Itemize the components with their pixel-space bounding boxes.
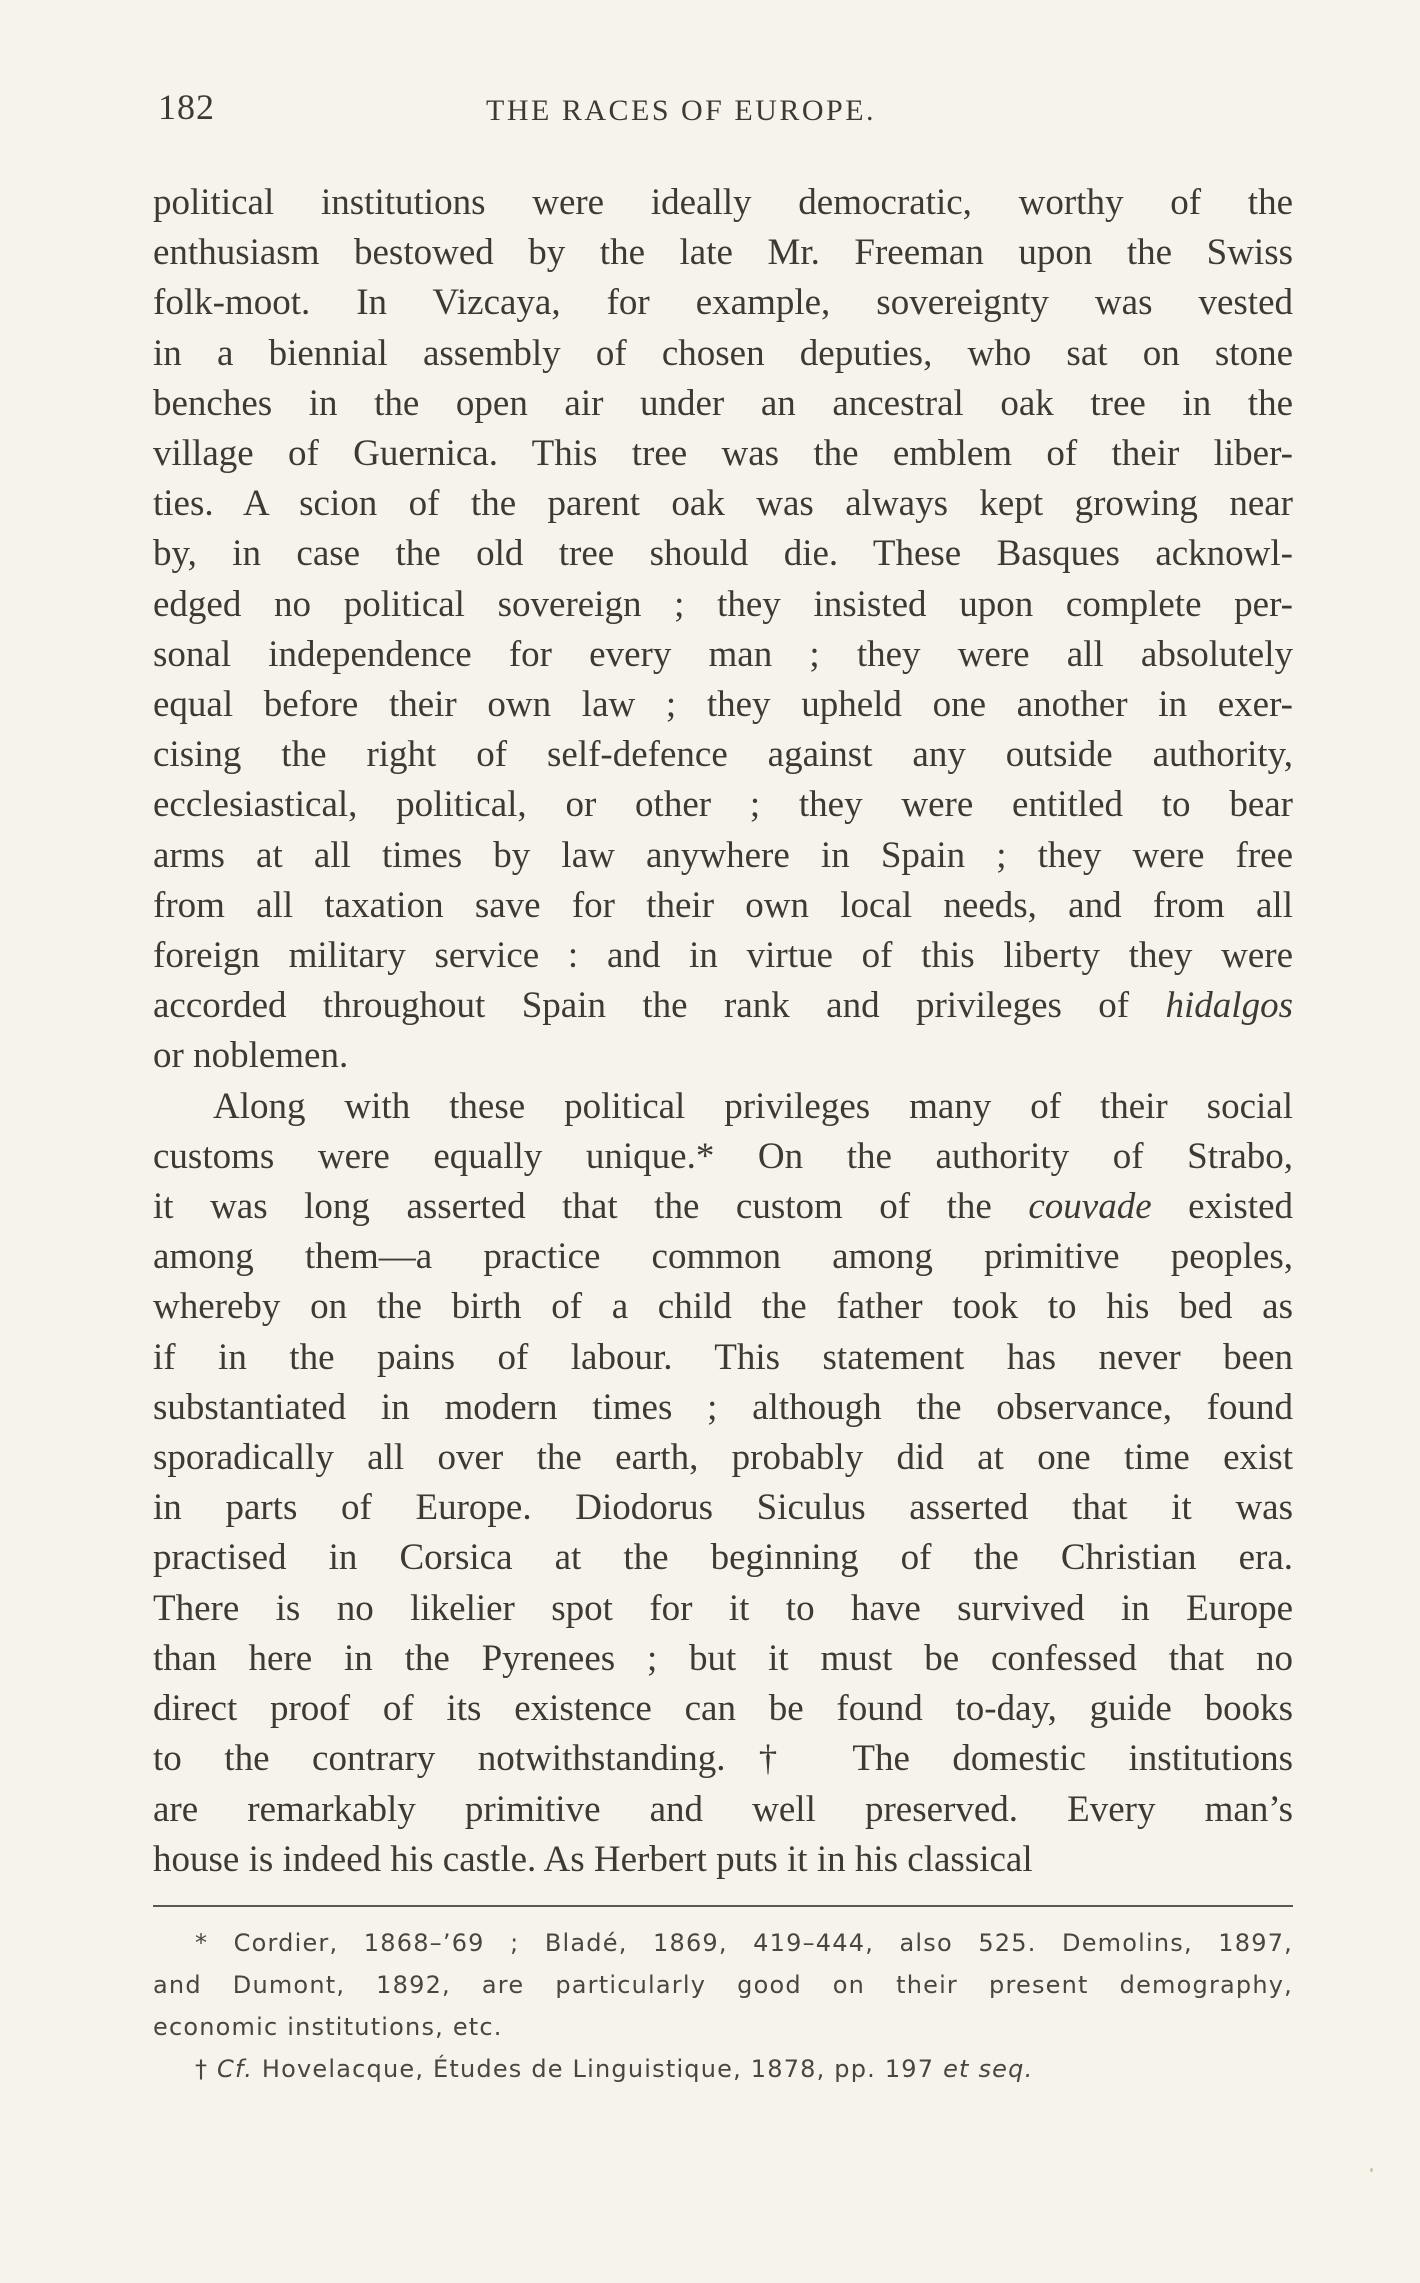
italic-term: couvade: [1028, 1186, 1152, 1228]
body-line: edged no political sovereign ; they insisted upon complete per-: [153, 583, 1293, 625]
body-line: benches in the open air under an ancestral oak tree in the: [153, 382, 1293, 424]
footnote-1-line-1: * Cordier, 1868–’69 ; Bladé, 1869, 419–444, also 525. Demolins, 1897,: [195, 1929, 1293, 1957]
body-line: in a biennial assembly of chosen deputies, who sat on stone: [153, 332, 1293, 374]
footnote-2-cf: Cf.: [217, 2055, 254, 2083]
body-line: direct proof of its existence can be found to-day, guide books: [153, 1688, 1293, 1730]
running-title: THE RACES OF EUROPE.: [486, 94, 877, 127]
footnote-2: [153, 2048, 1293, 2090]
body-line: enthusiasm bestowed by the late Mr. Freeman upon the Swiss: [153, 232, 1293, 274]
body-line: village of Guernica. This tree was the emblem of their liber-: [153, 433, 1293, 475]
footnote-rule: [153, 1905, 1293, 1907]
body-line: among them—a practice common among primitive peoples,: [153, 1236, 1293, 1278]
footnote-2-mark: †: [195, 2055, 218, 2083]
body-line: arms at all times by law anywhere in Spain ; they were free: [153, 834, 1293, 876]
body-line: There is no likelier spot for it to have survived in Europe: [153, 1587, 1293, 1629]
body-line: or noblemen.: [153, 1035, 349, 1077]
body-line: equal before their own law ; they upheld one another in exer-: [153, 684, 1293, 726]
italic-term: hidalgos: [1165, 985, 1293, 1027]
body-line: [153, 981, 1293, 1031]
body-line: Along with these political privileges many of their social: [213, 1085, 1293, 1127]
body-text: [153, 178, 1293, 1885]
body-line-text: existed: [1151, 1186, 1293, 1228]
body-line: practised in Corsica at the beginning of the Christian era.: [153, 1537, 1293, 1579]
body-line: [153, 1182, 1293, 1232]
body-line-text: it was long asserted that the custom of the: [153, 1186, 1029, 1228]
footnote-1-line-2: and Dumont, 1892, are particularly good on their present demography,: [153, 1971, 1293, 1999]
body-line: sporadically all over the earth, probably did at one time exist: [153, 1437, 1293, 1479]
body-line: ecclesiastical, political, or other ; they were entitled to bear: [153, 784, 1293, 826]
footnote-2-et-seq: et seq.: [943, 2055, 1034, 2083]
body-line: to the contrary notwithstanding.† The domestic institutions: [153, 1738, 1293, 1780]
footnote-2-text: Hovelacque, Études de Linguistique, 1878, pp. 197: [253, 2055, 944, 2083]
footnote-1-line-3: economic institutions, etc.: [153, 2013, 503, 2041]
footnotes: [153, 1922, 1293, 2090]
body-line: folk-moot. In Vizcaya, for example, sovereignty was vested: [153, 282, 1293, 324]
body-line: cising the right of self-defence against any outside authority,: [153, 734, 1293, 776]
page-number: 182: [158, 87, 215, 127]
page-speck: [1370, 2168, 1373, 2172]
body-line-text: accorded throughout Spain the rank and privileges of: [153, 985, 1166, 1027]
body-line: foreign military service : and in virtue of this liberty they were: [153, 935, 1293, 977]
body-line: house is indeed his castle. As Herbert puts it in his classical: [153, 1838, 1033, 1880]
body-line: than here in the Pyrenees ; but it must be confessed that no: [153, 1637, 1293, 1679]
body-line: sonal independence for every man ; they were all absolutely: [153, 633, 1293, 675]
body-line: by, in case the old tree should die. These Basques acknowl-: [153, 533, 1293, 575]
body-line: in parts of Europe. Diodorus Siculus asserted that it was: [153, 1487, 1293, 1529]
body-line: whereby on the birth of a child the father took to his bed as: [153, 1286, 1293, 1328]
body-line: ties. A scion of the parent oak was always kept growing near: [153, 483, 1293, 525]
body-line: customs were equally unique.* On the authority of Strabo,: [153, 1135, 1293, 1177]
body-line: political institutions were ideally democratic, worthy of the: [153, 182, 1293, 223]
body-line: if in the pains of labour. This statement has never been: [153, 1336, 1293, 1378]
body-line: are remarkably primitive and well preserved. Every man’s: [153, 1788, 1293, 1830]
body-line: substantiated in modern times ; although the observance, found: [153, 1386, 1293, 1428]
body-line: from all taxation save for their own local needs, and from all: [153, 884, 1293, 926]
